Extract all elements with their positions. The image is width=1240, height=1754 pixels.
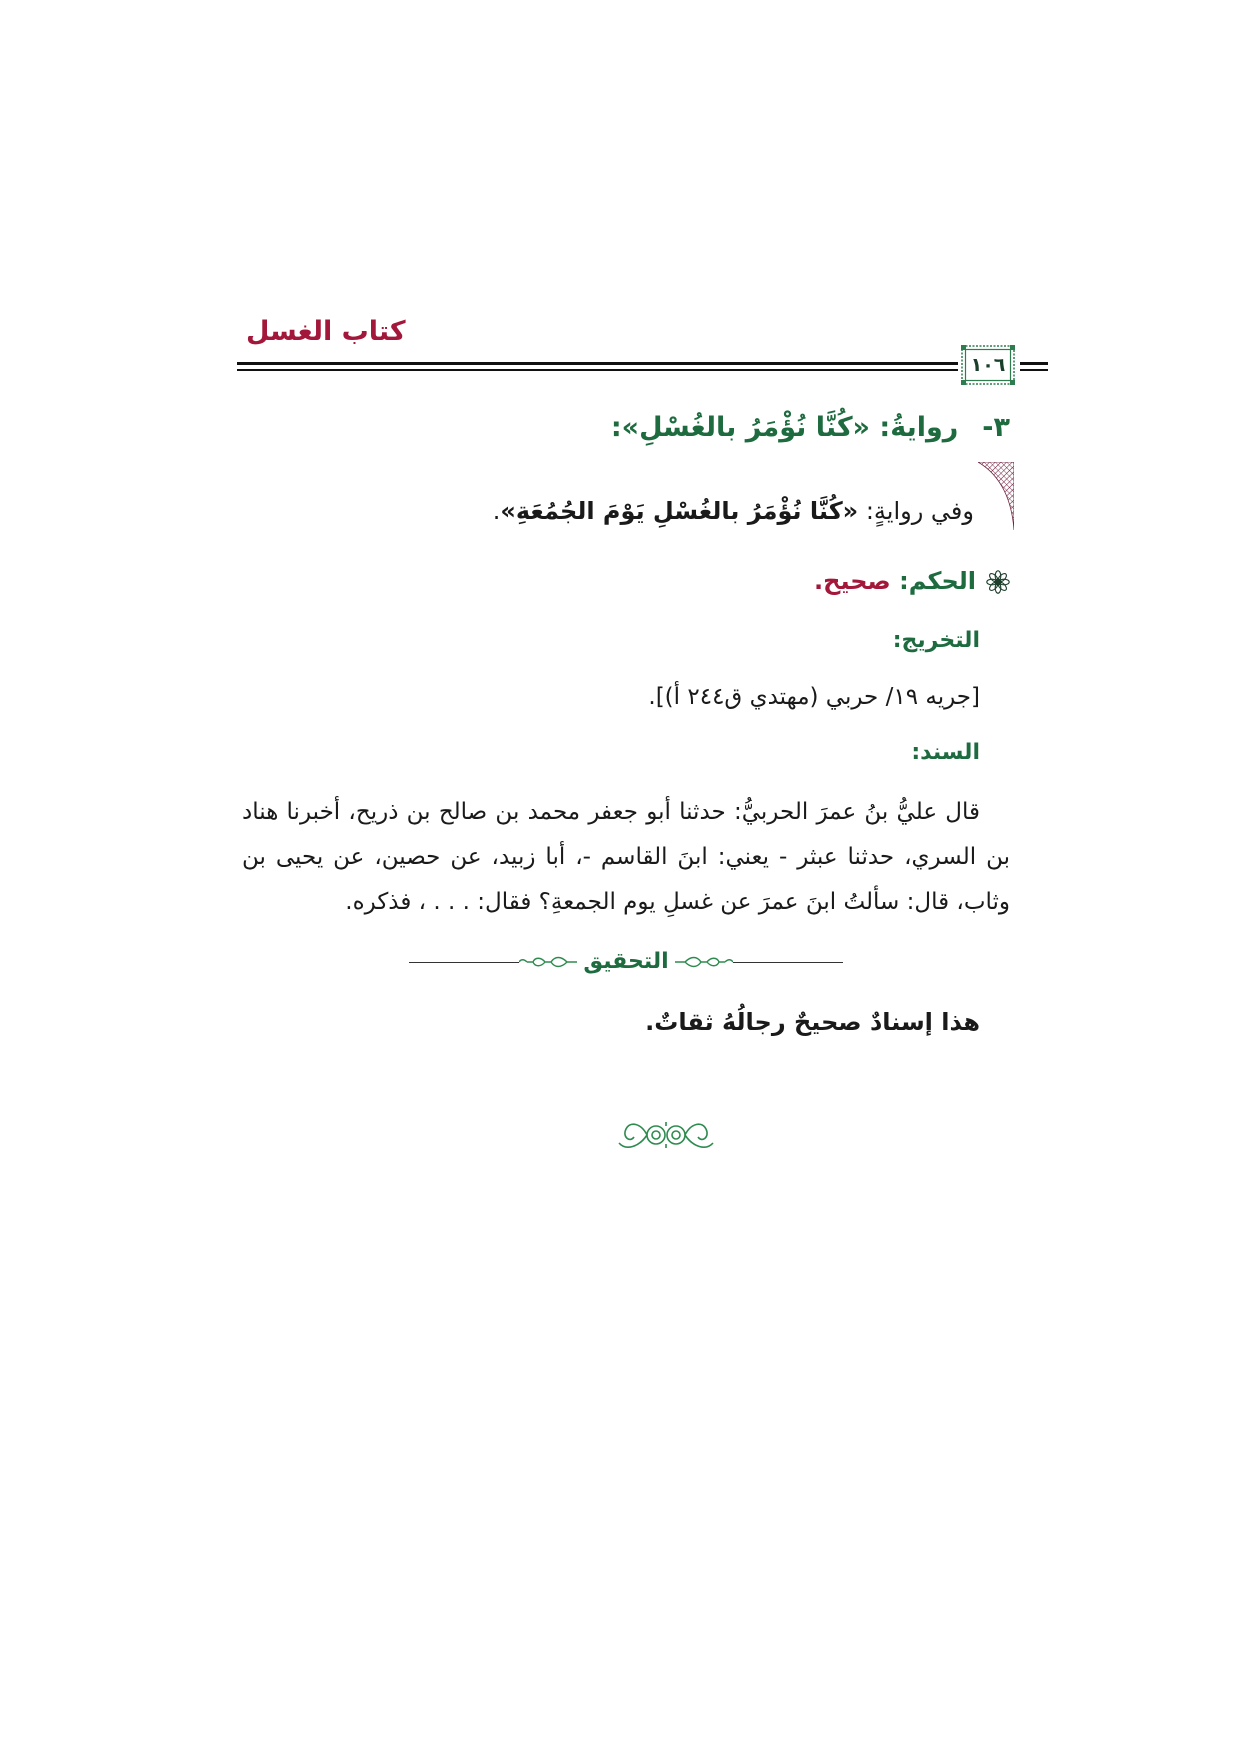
page-content <box>242 405 1010 1157</box>
flourish-icon <box>519 953 577 971</box>
floral-end-ornament-icon <box>611 1113 721 1157</box>
ruling-value: صحيح. <box>814 567 891 595</box>
rosette-icon <box>986 570 1010 594</box>
variant-narration <box>242 486 1010 536</box>
sanad-label: السند: <box>911 740 980 765</box>
variant-prefix: وفي روايةٍ: <box>858 497 974 525</box>
section-title: روايةُ: «كُنَّا نُؤْمَرُ بالغُسْلِ»: <box>610 412 959 443</box>
ruling-label: الحكم: <box>890 567 976 595</box>
header-double-rule <box>237 362 958 371</box>
end-ornament <box>282 1113 1050 1157</box>
header-double-rule-short <box>1020 362 1048 371</box>
takhrij-label: التخريج: <box>892 628 980 653</box>
flourish-icon <box>675 953 733 971</box>
hatched-corner-icon <box>978 462 1014 530</box>
tahqiq-divider <box>242 939 1010 985</box>
page-number-frame <box>961 345 1015 385</box>
sanad-paragraph: قال عليُّ بنُ عمرَ الحربيُّ: حدثنا أبو جعفر محمد بن صالح بن ذريح، أخبرنا هناد بن السري، حدثنا عبثر - يعني: ابنَ القاسم -، أبا زبيد، عن حصين، عن يحيى بن وثاب، قال: سألتُ ابنَ عمرَ عن غسلِ يوم الجمعةِ؟ فقال: . . . ، فذكره. <box>242 799 1010 915</box>
variant-quote: «كُنَّا نُؤْمَرُ بالغُسْلِ يَوْمَ الجُمُعَةِ» <box>500 497 859 525</box>
tahqiq-conclusion: هذا إسنادٌ صحيحٌ رجالُهُ ثقاتٌ. <box>645 1008 980 1036</box>
takhrij-reference: [جريه ١٩/ حربي (مهتدي ق٢٤٤ أ)]. <box>648 684 980 710</box>
divider-line <box>409 962 519 963</box>
page-number: ١٠٦ <box>970 354 1006 376</box>
section-heading <box>242 405 1010 451</box>
divider-line <box>733 962 843 963</box>
section-number: ٣- <box>982 412 1010 443</box>
ruling-line <box>242 558 1010 604</box>
running-header-title: كتاب الغسل <box>246 316 406 347</box>
variant-suffix: . <box>492 497 501 525</box>
tahqiq-label: التحقيق <box>583 949 669 974</box>
